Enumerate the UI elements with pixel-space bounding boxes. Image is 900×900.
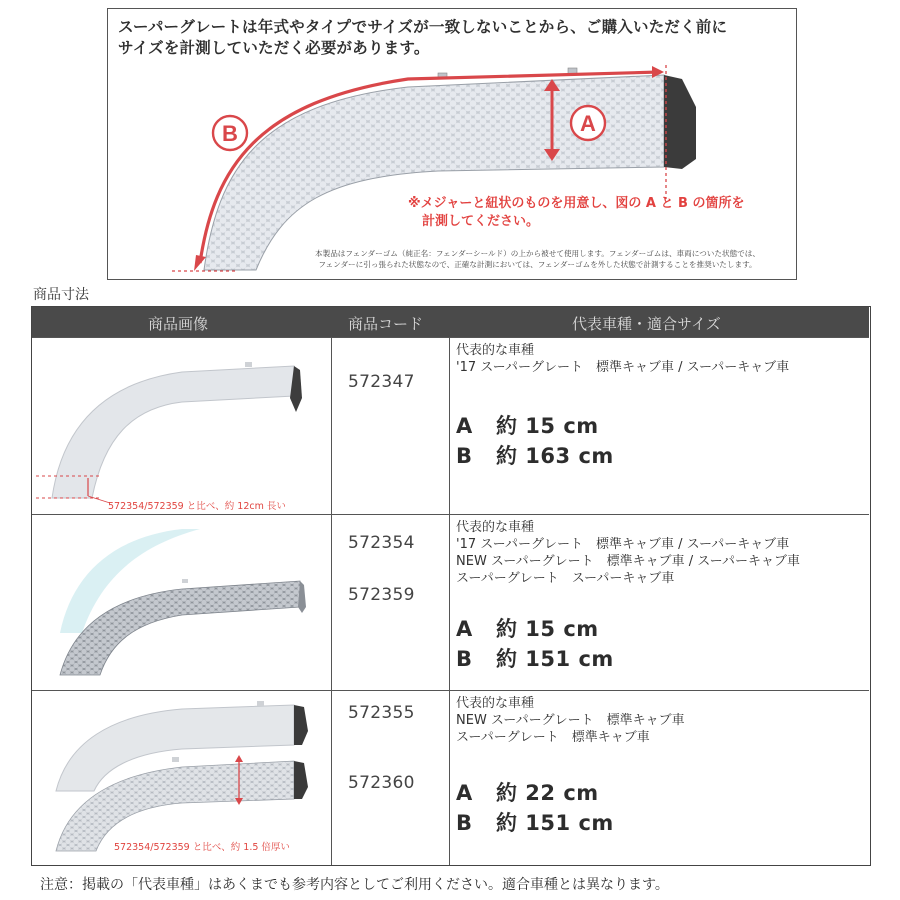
measurement-diagram bbox=[107, 8, 797, 280]
vehicle-line: スーパーグレート スーパーキャブ車 bbox=[456, 571, 675, 586]
vehicles-heading: 代表的な車種 bbox=[456, 696, 535, 711]
vehicles-heading: 代表的な車種 bbox=[456, 343, 535, 358]
size-b bbox=[456, 807, 614, 837]
table-row bbox=[32, 337, 869, 514]
size-a bbox=[456, 410, 599, 440]
image-caption: 572354/572359 と比べ、約 1.5 倍厚い bbox=[114, 842, 290, 853]
product-code: 572347 bbox=[348, 372, 415, 392]
fender-rubber-note-line-1: 本製品はフェンダーゴム（純正名：フェンダーシールド）の上から被せて使用します。フェンダーゴムは、車両についた状態では、 bbox=[315, 249, 760, 258]
product-code-cell bbox=[332, 515, 450, 690]
size-a bbox=[456, 777, 599, 807]
product-image-572354-572359 bbox=[32, 515, 330, 689]
label-b: B bbox=[222, 121, 238, 146]
size-a-label: A bbox=[456, 781, 473, 805]
sizing-notice-line-1: スーパーグレートは年式やタイプでサイズが一致しないことから、ご購入いただく前に bbox=[118, 18, 728, 36]
product-code: 572354 bbox=[348, 533, 415, 553]
size-b-value: 約 151 cm bbox=[496, 811, 614, 835]
size-b-value: 約 151 cm bbox=[496, 647, 614, 671]
product-code-cell bbox=[332, 691, 450, 865]
size-b-label: B bbox=[456, 444, 473, 468]
product-image-cell bbox=[32, 338, 332, 514]
product-code: 572359 bbox=[348, 585, 415, 605]
size-a-value: 約 15 cm bbox=[496, 617, 599, 641]
table-row bbox=[32, 514, 869, 690]
measure-instruction bbox=[408, 195, 788, 231]
fender-rubber-note bbox=[280, 248, 795, 270]
image-caption: 572354/572359 と比べ、約 12cm 長い bbox=[108, 501, 286, 512]
size-table bbox=[31, 306, 871, 866]
size-a-label: A bbox=[456, 414, 473, 438]
size-b bbox=[456, 440, 614, 470]
size-b-label: B bbox=[456, 647, 473, 671]
table-row bbox=[32, 690, 869, 865]
table-header bbox=[32, 307, 869, 337]
vehicle-line: NEW スーパーグレート 標準キャブ車 / スーパーキャブ車 bbox=[456, 554, 800, 569]
fender-end-cap bbox=[664, 75, 696, 169]
header-code: 商品コード bbox=[348, 315, 424, 333]
measure-instruction-line-1: ※メジャーと紐状のものを用意し、図の A と B の箇所を bbox=[408, 196, 745, 211]
product-image-cell bbox=[32, 691, 332, 865]
fender-rubber-note-line-2: フェンダーに引っ張られた状態なので、正確な計測においては、フェンダーゴムを外した状態で計測することを推奨いたします。 bbox=[318, 260, 757, 269]
size-cell bbox=[450, 691, 869, 865]
size-b-value: 約 163 cm bbox=[496, 444, 614, 468]
size-cell bbox=[450, 338, 869, 514]
footer-note: 注意：掲載の「代表車種」はあくまでも参考内容としてご利用ください。適合車種とは異なります。 bbox=[40, 877, 669, 893]
size-b bbox=[456, 643, 614, 673]
header-size: 代表車種・適合サイズ bbox=[572, 315, 721, 333]
size-b-label: B bbox=[456, 811, 473, 835]
product-image-572347 bbox=[32, 338, 330, 513]
header-image: 商品画像 bbox=[148, 315, 209, 333]
label-a: A bbox=[580, 111, 596, 136]
size-a-value: 約 15 cm bbox=[496, 414, 599, 438]
measure-instruction-line-2: 計測してください。 bbox=[422, 214, 540, 229]
size-a bbox=[456, 613, 599, 643]
vehicles-heading: 代表的な車種 bbox=[456, 520, 535, 535]
size-cell bbox=[450, 515, 869, 690]
product-code: 572360 bbox=[348, 773, 415, 793]
vehicle-line: '17 スーパーグレート 標準キャブ車 / スーパーキャブ車 bbox=[456, 360, 790, 375]
section-title: 商品寸法 bbox=[33, 287, 89, 303]
size-a-value: 約 22 cm bbox=[496, 781, 599, 805]
product-code-cell bbox=[332, 338, 450, 514]
fender-diagram-graphic bbox=[108, 9, 798, 281]
size-a-label: A bbox=[456, 617, 473, 641]
vehicle-line: スーパーグレート 標準キャブ車 bbox=[456, 730, 650, 745]
vehicle-line: '17 スーパーグレート 標準キャブ車 / スーパーキャブ車 bbox=[456, 537, 790, 552]
vehicle-line: NEW スーパーグレート 標準キャブ車 bbox=[456, 713, 685, 728]
sizing-notice-line-2: サイズを計測していただく必要があります。 bbox=[118, 39, 430, 57]
fender-shape bbox=[204, 75, 664, 270]
product-code: 572355 bbox=[348, 703, 415, 723]
product-image-cell bbox=[32, 515, 332, 690]
